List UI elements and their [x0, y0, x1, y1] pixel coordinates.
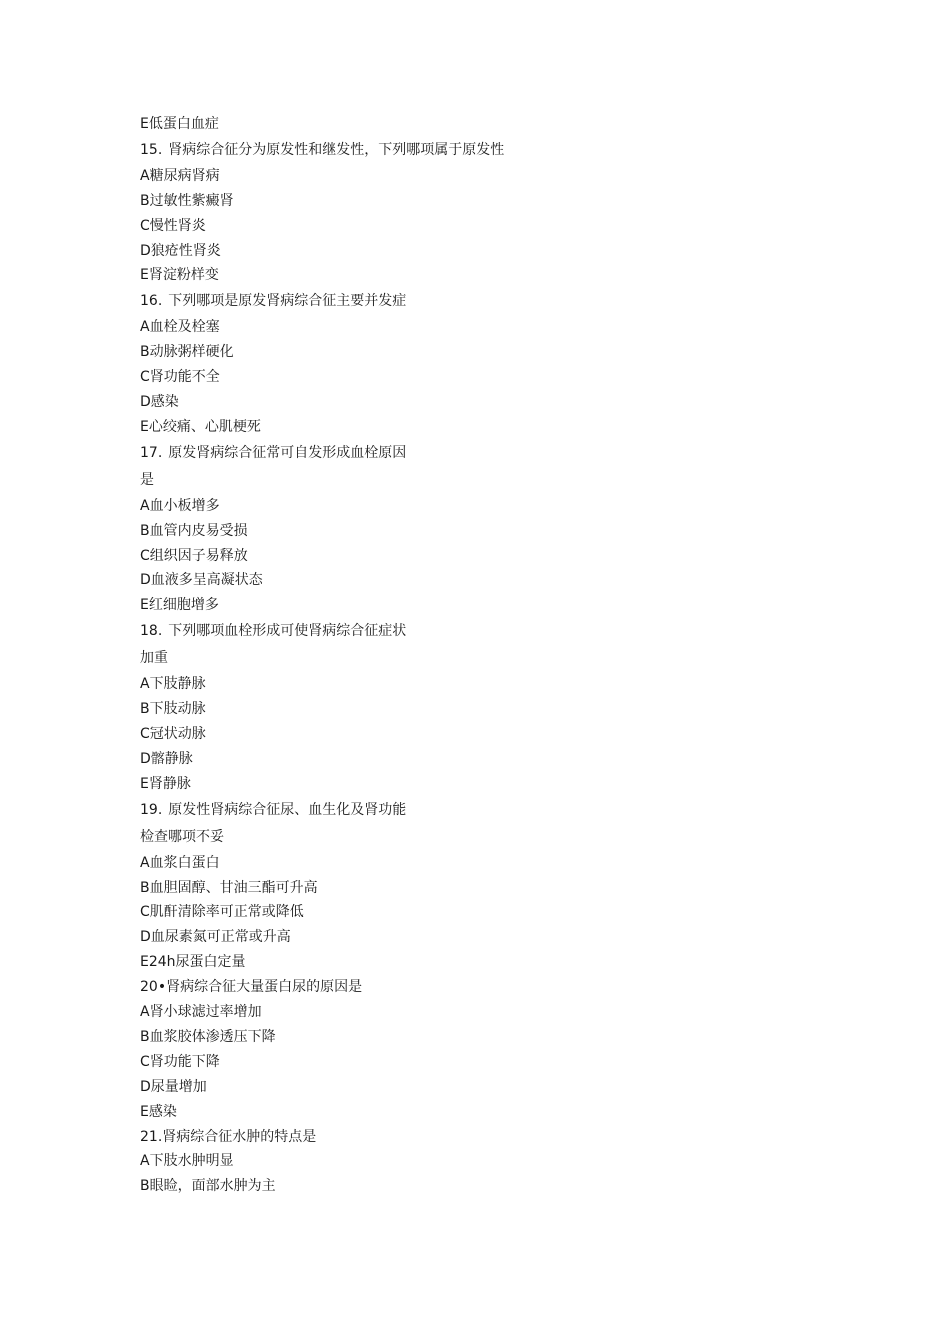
- option-line: [140, 164, 840, 189]
- option-text: 组织因子易释放: [149, 547, 248, 564]
- option-text: 肾淀粉样变: [148, 267, 219, 284]
- option-letter: B: [140, 879, 150, 896]
- option-letter: A: [140, 319, 150, 336]
- option-letter: B: [140, 1028, 150, 1045]
- option-text: 冠状动脉: [149, 726, 206, 743]
- option-letter: A: [140, 1153, 150, 1170]
- option-line: [140, 772, 840, 797]
- option-text: 加重: [140, 650, 168, 667]
- option-text: 尿蛋白定量: [175, 954, 246, 971]
- option-text: 下肢水肿明显: [149, 1153, 234, 1170]
- question-line: [140, 137, 840, 164]
- option-letter: E: [140, 1103, 149, 1120]
- option-letter: B: [140, 192, 150, 209]
- option-letter: E: [140, 116, 149, 132]
- option-line: [140, 189, 840, 214]
- option-text: 血小板增多: [149, 497, 220, 514]
- option-text: 血尿素氮可正常或升高: [150, 929, 291, 946]
- option-text: 低蛋白血症: [148, 116, 219, 132]
- question-list: [140, 112, 840, 1199]
- option-line: [140, 851, 840, 876]
- option-text: 感染: [148, 1103, 177, 1120]
- option-line: [140, 975, 840, 1000]
- question-number: 19.: [140, 801, 163, 818]
- option-line: [140, 593, 840, 618]
- option-text: 下肢静脉: [149, 676, 206, 693]
- option-text: 肾功能下降: [149, 1053, 220, 1070]
- option-line: [140, 1174, 840, 1199]
- question-continuation: [140, 467, 840, 494]
- option-letter: A: [140, 1004, 150, 1021]
- option-line: [140, 214, 840, 239]
- option-text: 肾功能不全: [149, 369, 220, 386]
- option-line: [140, 1050, 840, 1075]
- option-line: [140, 415, 840, 440]
- option-text: 髂静脉: [150, 750, 193, 767]
- option-text: 下肢动脉: [149, 701, 206, 718]
- option-text: 过敏性紫癜肾: [149, 192, 234, 209]
- question-number: 18.: [140, 623, 163, 640]
- option-letter: B: [140, 701, 150, 718]
- question-continuation: [140, 824, 840, 851]
- option-text: 血管内皮易受损: [149, 522, 248, 539]
- option-text: 动脉粥样硬化: [149, 344, 234, 361]
- option-text: 心绞痛、心肌梗死: [148, 418, 261, 435]
- option-letter: D: [140, 394, 151, 411]
- option-text: 肌酐清除率可正常或降低: [149, 904, 304, 921]
- option-letter: D: [140, 572, 151, 589]
- question-text: 下列哪项血栓形成可使肾病综合征症状: [168, 623, 407, 640]
- option-text: 肾病综合征大量蛋白尿的原因是: [166, 979, 363, 996]
- option-text: 血栓及栓塞: [149, 319, 220, 336]
- option-letter: B: [140, 522, 150, 539]
- option-line: [140, 900, 840, 925]
- option-text: 是: [140, 471, 154, 488]
- option-text: 感染: [150, 394, 179, 411]
- option-line: [140, 519, 840, 544]
- option-line: [140, 544, 840, 569]
- option-letter: C: [140, 217, 150, 234]
- question-text: 肾病综合征分为原发性和继发性，下列哪项属于原发性: [168, 141, 505, 158]
- option-line: [140, 494, 840, 519]
- option-letter: E: [140, 775, 149, 792]
- option-letter: E: [140, 418, 149, 435]
- option-letter: C: [140, 547, 150, 564]
- option-text: 检查哪项不妥: [140, 828, 224, 845]
- option-text: 肾病综合征水肿的特点是: [162, 1128, 317, 1145]
- option-letter: C: [140, 904, 150, 921]
- option-line: [140, 1149, 840, 1174]
- option-line: [140, 1025, 840, 1050]
- option-line: [140, 390, 840, 415]
- option-text: 眼睑，面部水肿为主: [149, 1178, 276, 1195]
- option-letter: C: [140, 369, 150, 386]
- option-line: [140, 1125, 840, 1150]
- option-text: 血液多呈高凝状态: [150, 572, 263, 589]
- option-line: [140, 112, 840, 137]
- option-line: [140, 876, 840, 901]
- question-line: [140, 288, 840, 315]
- question-number: 17.: [140, 444, 163, 461]
- option-text: 狼疮性肾炎: [150, 242, 221, 259]
- question-number: 15.: [140, 141, 163, 158]
- option-letter: C: [140, 1053, 150, 1070]
- option-letter: E: [140, 597, 149, 614]
- question-number: 16.: [140, 293, 163, 310]
- option-text: 慢性肾炎: [149, 217, 206, 234]
- option-text: 肾小球滤过率增加: [149, 1004, 262, 1021]
- option-text: 尿量增加: [150, 1078, 207, 1095]
- option-line: [140, 263, 840, 288]
- option-line: [140, 239, 840, 264]
- option-letter: E: [140, 267, 149, 284]
- option-line: [140, 340, 840, 365]
- option-line: [140, 697, 840, 722]
- option-line: [140, 1100, 840, 1125]
- question-line: [140, 797, 840, 824]
- question-text: 原发肾病综合征常可自发形成血栓原因: [168, 444, 407, 461]
- option-text: 红细胞增多: [148, 597, 219, 614]
- option-text: 糖尿病肾病: [149, 167, 220, 184]
- option-text: 血胆固醇、甘油三酯可升高: [149, 879, 318, 896]
- option-line: [140, 315, 840, 340]
- option-letter: 20•: [140, 979, 167, 996]
- option-line: [140, 950, 840, 975]
- option-line: [140, 568, 840, 593]
- option-letter: A: [140, 676, 150, 693]
- option-text: 血浆胶体渗透压下降: [149, 1028, 276, 1045]
- question-line: [140, 440, 840, 467]
- question-continuation: [140, 645, 840, 672]
- question-line: [140, 618, 840, 645]
- option-line: [140, 1000, 840, 1025]
- question-text: 原发性肾病综合征尿、血生化及肾功能: [168, 801, 407, 818]
- option-text: 血浆白蛋白: [149, 854, 220, 871]
- option-line: [140, 672, 840, 697]
- option-letter: E24h: [140, 954, 176, 971]
- option-line: [140, 747, 840, 772]
- option-letter: 21.: [140, 1128, 163, 1145]
- option-line: [140, 1075, 840, 1100]
- option-letter: D: [140, 929, 151, 946]
- option-text: 肾静脉: [148, 775, 191, 792]
- question-text: 下列哪项是原发肾病综合征主要并发症: [168, 293, 407, 310]
- option-letter: A: [140, 497, 150, 514]
- option-line: [140, 925, 840, 950]
- option-letter: B: [140, 344, 150, 361]
- option-letter: A: [140, 854, 150, 871]
- option-letter: C: [140, 726, 150, 743]
- option-letter: B: [140, 1178, 150, 1195]
- option-letter: D: [140, 242, 151, 259]
- option-letter: D: [140, 1078, 151, 1095]
- option-line: [140, 722, 840, 747]
- option-line: [140, 365, 840, 390]
- option-letter: A: [140, 167, 150, 184]
- option-letter: D: [140, 750, 151, 767]
